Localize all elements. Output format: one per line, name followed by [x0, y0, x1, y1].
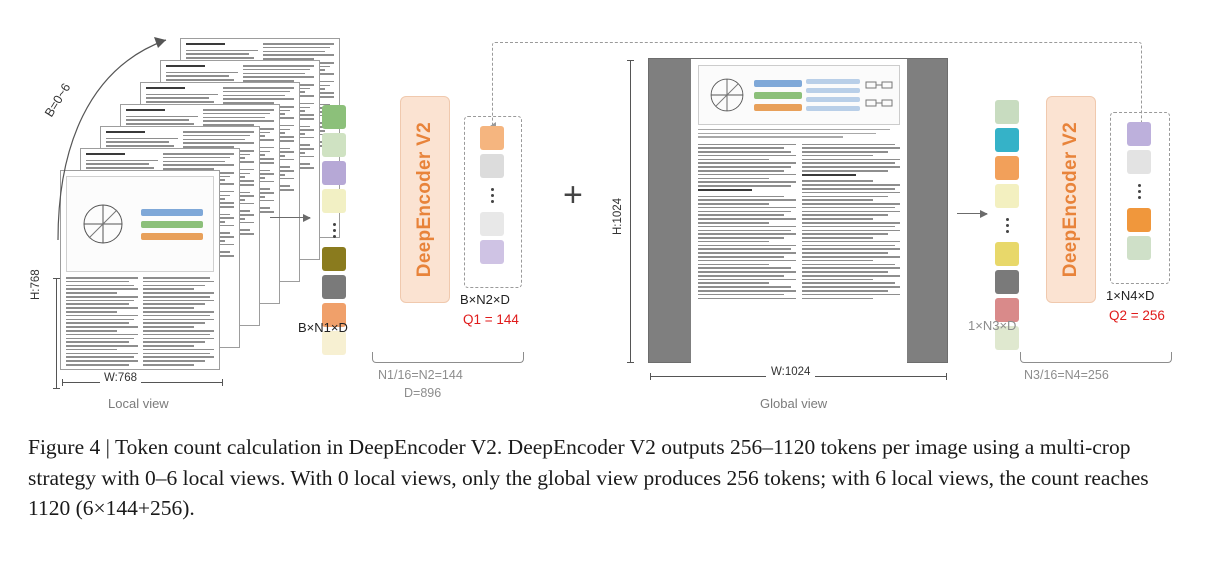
global-output-token-column: [1127, 122, 1151, 260]
figure-caption-text: Token count calculation in DeepEncoder V2. DeepEncoder V2 outputs 256–1120 tokens per image using a multi-crop strategy with 0–6 local views. With 0 local views, only the global view produces 256 tokens; with 6 local views, the count reaches 1120 (6×144+256).: [28, 435, 1149, 521]
figure-number: Figure 4 |: [28, 435, 115, 459]
token: [322, 133, 346, 157]
global-calc-bracket: [1020, 352, 1172, 363]
token: [480, 212, 504, 236]
plus-sign: +: [563, 176, 583, 214]
local-width-label: W:768: [100, 372, 141, 384]
local-height-tick-top: [53, 278, 60, 279]
token: [1127, 208, 1151, 232]
global-height-tick-bottom: [627, 362, 634, 363]
global-view-caption: Global view: [760, 396, 828, 411]
global-width-tick-right: [946, 373, 947, 380]
mini-block-7: [806, 106, 860, 111]
global-deepencoder-label: DeepEncoder V2: [1060, 121, 1081, 278]
token: [1127, 236, 1151, 260]
mini-block-3: [754, 104, 802, 111]
global-height-dim-line: [630, 60, 631, 362]
mini-block-4: [806, 79, 860, 84]
global-width-tick-left: [650, 373, 651, 380]
token: [1127, 122, 1151, 146]
local-calc-label: N1/16=N2=144: [378, 368, 463, 382]
token: [322, 189, 346, 213]
local-q1-label: Q1 = 144: [463, 312, 519, 327]
token: [995, 184, 1019, 208]
local-input-token-column: [322, 105, 346, 355]
mini-flow-icon: [864, 78, 894, 112]
local-to-tokens-arrow: [270, 217, 310, 218]
token: [995, 270, 1019, 294]
local-deepencoder-label: DeepEncoder V2: [414, 121, 435, 278]
mini-block-6: [806, 97, 860, 102]
token: [480, 154, 504, 178]
local-width-tick-right: [222, 379, 223, 386]
token: [995, 100, 1019, 124]
global-page-figure: [698, 65, 900, 125]
token: [322, 161, 346, 185]
global-view-image: [648, 58, 948, 363]
token: [995, 128, 1019, 152]
mini-block-2: [754, 92, 802, 99]
global-height-tick-top: [627, 60, 634, 61]
local-branch-label: B=0~6: [42, 80, 74, 120]
local-height-label: H:768: [30, 269, 42, 300]
token: [995, 242, 1019, 266]
ellipsis-dots: [995, 212, 1019, 238]
global-width-label: W:1024: [766, 366, 815, 378]
global-q2-label: Q2 = 256: [1109, 308, 1165, 323]
ellipsis-dots: [1127, 178, 1151, 204]
token: [480, 126, 504, 150]
local-height-dim-line: [56, 278, 57, 388]
token: [322, 105, 346, 129]
token: [322, 247, 346, 271]
ellipsis-dots: [480, 182, 504, 208]
local-input-tokens-label: B×N1×D: [298, 320, 348, 335]
local-height-tick-bottom: [53, 388, 60, 389]
local-dim-label: D=896: [404, 386, 442, 400]
token: [322, 275, 346, 299]
local-width-tick-left: [62, 379, 63, 386]
token: [480, 240, 504, 264]
global-calc-label: N3/16=N4=256: [1024, 368, 1109, 382]
local-output-tokens-label: B×N2×D: [460, 292, 510, 307]
global-deepencoder-block[interactable]: [1046, 96, 1096, 303]
figure-caption: [28, 432, 1178, 524]
global-input-token-column: [995, 100, 1019, 350]
token: [1127, 150, 1151, 174]
token: [995, 156, 1019, 180]
local-width-dim-line: [62, 382, 222, 383]
local-calc-bracket: [372, 352, 524, 363]
local-deepencoder-block[interactable]: [400, 96, 450, 303]
local-output-token-column: [480, 126, 504, 264]
global-height-label: H:1024: [612, 197, 624, 235]
local-branch-arrow: [48, 28, 178, 248]
mini-block-1: [754, 80, 802, 87]
global-output-tokens-label: 1×N4×D: [1106, 288, 1155, 303]
ellipsis-dots: [322, 217, 346, 243]
mini-diagram-icon: [704, 72, 750, 118]
local-view-caption: Local view: [108, 396, 169, 411]
global-input-tokens-label: 1×N3×D: [968, 318, 1017, 333]
mini-block-5: [806, 88, 860, 93]
global-page: [691, 59, 907, 364]
global-to-tokens-arrow: [957, 213, 987, 214]
